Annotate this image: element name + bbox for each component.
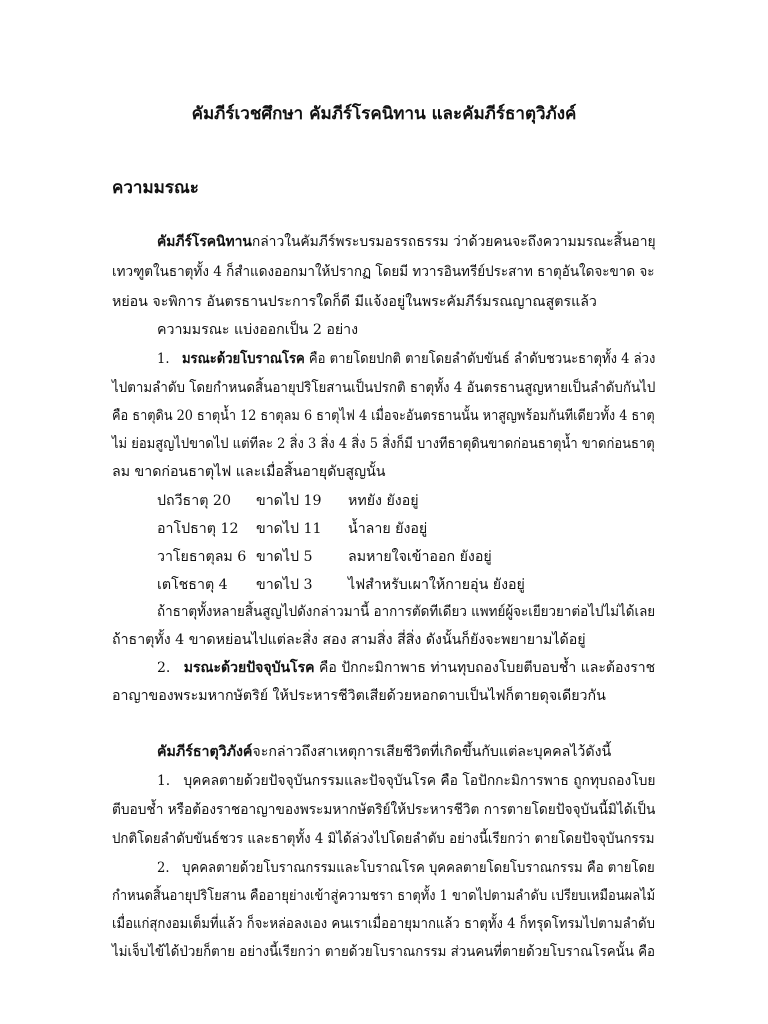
list-item-line: ปกติโดยลำดับขันธ์ชวร และธาตุทั้ง 4 มิได้ล่วงไปโดยลำดับ อย่างนี้เรียกว่า ตายโดยปัจจุบันกรรม [112,831,655,847]
paragraph-line: คัมภีร์โรคนิทานกล่าวในคัมภีร์พระบรมอรรถธรรม ว่าด้วยคนจะถึงความมรณะสิ้นอายุ [157,234,656,250]
list-item-line: ไม่ ย่อมสูญไปขาดไป แต่ทีละ 2 สิ่ง 3 สิ่ง 4 สิ่ง 5 สิ่งก็มี บางทีธาตุดินขาดก่อนธาตุน้ำ ขาดก่อนธาตุ [112,436,655,452]
section-heading: ความมรณะ [112,178,199,198]
list-item-line: ไม่เจ็บไข้ได้ป่วยก็ตาย อย่างนี้เรียกว่า ตายด้วยโบราณกรรม ส่วนคนที่ตายด้วยโบราณโรคนั้น คือ [112,944,655,960]
list-item-line: 1. มรณะด้วยโบราณโรค คือ ตายโดยปกติ ตายโดยลำดับขันธ์ ลำดับชวนะธาตุทั้ง 4 ล่วง [157,351,656,367]
list-item-line: ลม ขาดก่อนธาตุไฟ และเมื่อสิ้นอายุดับสูญนั้น [112,464,386,480]
term-boran-rok: มรณะด้วยโบราณโรค [181,351,305,367]
list-item-line: คือ ธาตุดิน 20 ธาตุน้ำ 12 ธาตุลม 6 ธาตุไฟ 4 เมื่อจะอันตรธานนั้น หาสูญพร้อมกันทีเดียวทั้ง 4 ธาตุ [112,408,655,424]
list-item-line: 2. มรณะด้วยปัจจุบันโรค คือ ปักกะมิกาพาธ ท่านทุบถองโบยตีบอบช้ำ และต้องราช [157,660,656,676]
paragraph-line: หย่อน จะพิการ อันตรธานประการใดก็ดี มีแจ้งอยู่ในพระคัมภีร์มรณญาณสูตรแล้ว [112,294,597,310]
term-dhatuwiphang: คัมภีร์ธาตุวิภังค์ [157,744,253,760]
term-patchuban-rok: มรณะด้วยปัจจุบันโรค [183,660,315,676]
list-item-line: 2. บุคคลตายด้วยโบราณกรรมและโบราณโรค บุคคลตายโดยโบราณกรรม คือ ตายโดย [157,860,655,876]
list-item-line: เมื่อแก่สุกงอมเต็มที่แล้ว ก็จะหล่อลงเอง คนเราเมื่ออายุมากแล้ว ธาตุทั้ง 4 ก็ทรุดโทรมไปตามลำดับ [112,916,655,932]
paragraph-line: ความมรณะ แบ่งออกเป็น 2 อย่าง [157,322,359,338]
paragraph-line: คัมภีร์ธาตุวิภังค์จะกล่าวถึงสาเหตุการเสียชีวิตที่เกิดขึ้นกับแต่ละบุคคลไว้ดังนี้ [157,744,612,760]
list-item-line: กำหนดสิ้นอายุปริโยสาน คืออายุย่างเข้าสู่ความชรา ธาตุทั้ง 1 ขาดไปตามลำดับ เปรียบเหมือนผลไม้ [112,888,656,904]
document-page: คัมภีร์เวชศึกษา คัมภีร์โรคนิทาน และคัมภีร์ธาตุวิภังค์ ความมรณะ คัมภีร์โรคนิทานกล่าวในคัมภีร์พระบรมอรรถธรรม ว่าด้วยคนจะถึงความมรณะสิ้นอายุ เทวฑูตในธาตุทั้ง 4 ก็สำแดงออกมาให้ปรากฏ โดยมี ทวารอินทรีย์ประสาท ธาตุอันใดจะขาด จะ หย่อน จะพิการ อันตรธานประการใดก็ดี มีแจ้งอยู่ในพระคัมภีร์มรณญาณสูตรแล้ว ความมรณะ แบ่งออกเป็น 2 อย่าง 1. มรณะด้วยโบราณโรค คือ ตายโดยปกติ ตายโดยลำดับขันธ์ ลำดับชวนะธาตุทั้ง 4 ล่วง ไปตามลำดับ โดยกำหนดสิ้นอายุปริโยสานเป็นปรกติ ธาตุทั้ง 4 อันตรธานสูญหายเป็นลำดับกันไป คือ ธาตุดิน 20 ธาตุน้ำ 12 ธาตุลม 6 ธาตุไฟ 4 เมื่อจะอันตรธานนั้น หาสูญพร้อมกันทีเดียวทั้ง 4 ธาตุ ไม่ ย่อมสูญไปขาดไป แต่ทีละ 2 สิ่ง 3 สิ่ง 4 สิ่ง 5 สิ่งก็มี บางทีธาตุดินขาดก่อนธาตุน้ำ ขาดก่อนธาตุ ลม ขาดก่อนธาตุไฟ และเมื่อสิ้นอายุดับสูญนั้น ปถวีธาตุ 20 ขาดไป 19 หทยัง ยังอยู่ อาโปธาตุ 12 ขาดไป 11 น้ำลาย ยังอยู่ วาโยธาตุลม 6 ขาดไป 5 ลมหายใจเข้าออก ยังอยู่ เตโชธาตุ 4 ขาดไป 3 ไฟสำหรับเผาให้กายอุ่น ยังอยู่ ถ้าธาตุทั้งหลายสิ้นสูญไปดังกล่าวมานี้ อาการตัดทีเดียว แพทย์ผู้จะเยียวยาต่อไปไม่ได้เลย ถ้าธาตุทั้ง 4 ขาดหย่อนไปแต่ละสิ่ง สอง สามสิ่ง สี่สิ่ง ดังนั้นก็ยังจะพยายามได้อยู่ 2. มรณะด้วยปัจจุบันโรค คือ ปักกะมิกาพาธ ท่านทุบถองโบยตีบอบช้ำ และต้องราช อาญาของพระมหากษัตริย์ ให้ประหารชีวิตเสียด้วยหอกดาบเป็นไฟก็ตายดุจเดียวกัน คัมภีร์ธาตุวิภังค์จะกล่าวถึงสาเหตุการเสียชีวิตที่เกิดขึ้นกับแต่ละบุคคลไว้ดังนี้ 1. บุคคลตายด้วยปัจจุบันกรรมและปัจจุบันโรค คือ โอปักกะมิการพาธ ถูกทุบถองโบย ตีบอบช้ำ หรือต้องราชอาญาของพระมหากษัตริย์ให้ประหารชีวิต การตายโดยปัจจุบันนี้มิได้เป็น ปกติโดยลำดับขันธ์ชวร และธาตุทั้ง 4 มิได้ล่วงไปโดยลำดับ อย่างนี้เรียกว่า ตายโดยปัจจุบันกรรม 2. บุคคลตายด้วยโบราณกรรมและโบราณโรค บุคคลตายโดยโบราณกรรม คือ ตายโดย กำหนดสิ้นอายุปริโยสาน คืออายุย่างเข้าสู่ความชรา ธาตุทั้ง 1 ขาดไปตามลำดับ เปรียบเหมือนผลไม้ เมื่อแก่สุกงอมเต็มที่แล้ว ก็จะหล่อลงเอง คนเราเมื่ออายุมากแล้ว ธาตุทั้ง 4 ก็ทรุดโทรมไปตามลำดับ ไม่เจ็บไข้ได้ป่วยก็ตาย อย่างนี้เรียกว่า ตายด้วยโบราณกรรม ส่วนคนที่ตายด้วยโบราณโรคนั้น คือ [0,0,768,1024]
paragraph-line: เทวฑูตในธาตุทั้ง 4 ก็สำแดงออกมาให้ปรากฏ โดยมี ทวารอินทรีย์ประสาท ธาตุอันใดจะขาด จะ [112,264,655,280]
paragraph-line: ถ้าธาตุทั้งหลายสิ้นสูญไปดังกล่าวมานี้ อาการตัดทีเดียว แพทย์ผู้จะเยียวยาต่อไปไม่ได้เลย [157,604,656,620]
list-item-line: ไปตามลำดับ โดยกำหนดสิ้นอายุปริโยสานเป็นปรกติ ธาตุทั้ง 4 อันตรธานสูญหายเป็นลำดับกันไป [112,380,656,396]
term-rokanithan: คัมภีร์โรคนิทาน [157,234,252,250]
list-item-line: อาญาของพระมหากษัตริย์ ให้ประหารชีวิตเสียด้วยหอกดาบเป็นไฟก็ตายดุจเดียวกัน [112,688,606,704]
document-title: คัมภีร์เวชศึกษา คัมภีร์โรคนิทาน และคัมภีร์ธาตุวิภังค์ [191,104,577,124]
paragraph-line: ถ้าธาตุทั้ง 4 ขาดหย่อนไปแต่ละสิ่ง สอง สามสิ่ง สี่สิ่ง ดังนั้นก็ยังจะพยายามได้อยู่ [112,632,586,648]
list-item-line: 1. บุคคลตายด้วยปัจจุบันกรรมและปัจจุบันโรค คือ โอปักกะมิการพาธ ถูกทุบถองโบย [157,773,656,789]
list-item-line: ตีบอบช้ำ หรือต้องราชอาญาของพระมหากษัตริย์ให้ประหารชีวิต การตายโดยปัจจุบันนี้มิได้เป็น [112,802,656,818]
